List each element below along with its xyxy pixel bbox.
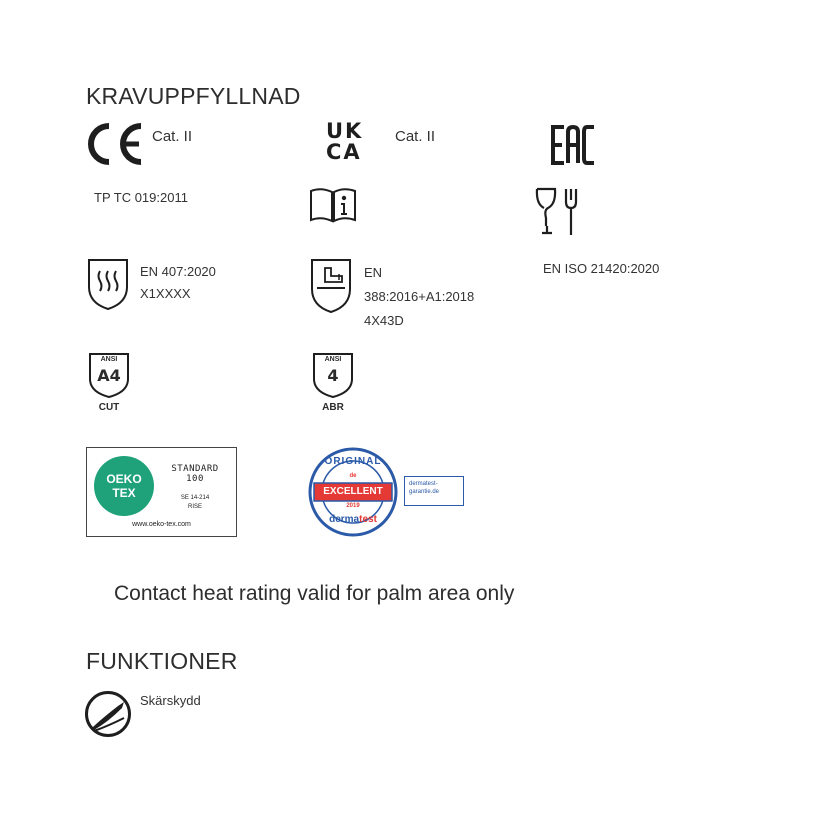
ukca-mark-icon: [326, 121, 372, 163]
mech-line2: 388:2016+A1:2018: [364, 289, 475, 304]
heat-code: X1XXXX: [140, 286, 191, 301]
derma-side-line2: garantie.de: [409, 489, 440, 495]
derma-brand-left: derma: [329, 514, 360, 525]
section-heading-requirements: KRAVUPPFYLLNAD: [86, 83, 301, 109]
oeko-standard-line2: 100: [186, 474, 204, 484]
derma-brand: [308, 514, 398, 525]
contact-heat-note: Contact heat rating valid for palm area only: [114, 582, 515, 605]
heat-standard: EN 407:2020: [140, 264, 216, 279]
mechanical-standard-text: [364, 261, 474, 333]
oeko-code-line1: SE 14-214: [180, 495, 210, 501]
oeko-url: www.oeko-tex.com: [132, 521, 191, 528]
mech-line3: 4X43D: [364, 313, 404, 328]
eac-mark-icon: [550, 124, 598, 171]
oeko-code-line2: RISE: [187, 504, 202, 510]
ansi-abr-level: 4: [327, 366, 339, 385]
ansi-cut-top: ANSI: [100, 356, 118, 363]
derma-rating: EXCELLENT: [323, 486, 383, 497]
derma-de: de: [349, 473, 357, 479]
ce-mark-icon: [84, 122, 146, 171]
derma-year: 2019: [346, 503, 360, 509]
ukca-category: Cat. II: [395, 128, 436, 145]
mech-line1: EN: [364, 265, 383, 280]
oeko-code: [159, 494, 231, 512]
oeko-standard: [159, 464, 231, 484]
ansi-abr-bottom: ABR: [322, 402, 344, 413]
dermatest-seal-icon: [308, 446, 398, 538]
iso-standard: EN ISO 21420:2020: [543, 261, 660, 276]
mechanical-protection-shield-icon: [309, 257, 353, 320]
ansi-cut-badge-icon: [87, 351, 131, 411]
derma-arc-text: ORIGINAL: [324, 456, 382, 467]
cut-protection-icon: [84, 690, 132, 743]
heat-standard-text: [140, 261, 216, 305]
ce-category: Cat. II: [152, 128, 193, 145]
oeko-circle-line2: TEX: [112, 486, 136, 500]
section-heading-functions: FUNKTIONER: [86, 648, 238, 674]
oeko-circle-line1: OEKO: [106, 472, 142, 486]
ukca-line1: UK: [326, 119, 364, 143]
ansi-cut-level: A4: [97, 366, 121, 385]
user-manual-info-icon: [308, 185, 358, 230]
oeko-standard-line1: STANDARD: [171, 464, 219, 474]
heat-protection-shield-icon: [86, 257, 130, 316]
tp-tc-standard: TP TC 019:2011: [94, 190, 188, 205]
oeko-tex-logo-icon: [94, 456, 154, 516]
oeko-tex-label: [86, 447, 237, 537]
ansi-abrasion-badge-icon: [311, 351, 355, 411]
ansi-abr-top: ANSI: [324, 356, 342, 363]
derma-side-line1: dermatest-: [409, 481, 438, 487]
function-cut-label: Skärskydd: [140, 693, 201, 708]
dermatest-side-label: [404, 476, 464, 506]
ukca-line2: CA: [326, 140, 362, 164]
food-contact-icon: [534, 186, 584, 243]
derma-brand-right: test: [359, 514, 377, 525]
ansi-cut-bottom: CUT: [98, 402, 120, 413]
